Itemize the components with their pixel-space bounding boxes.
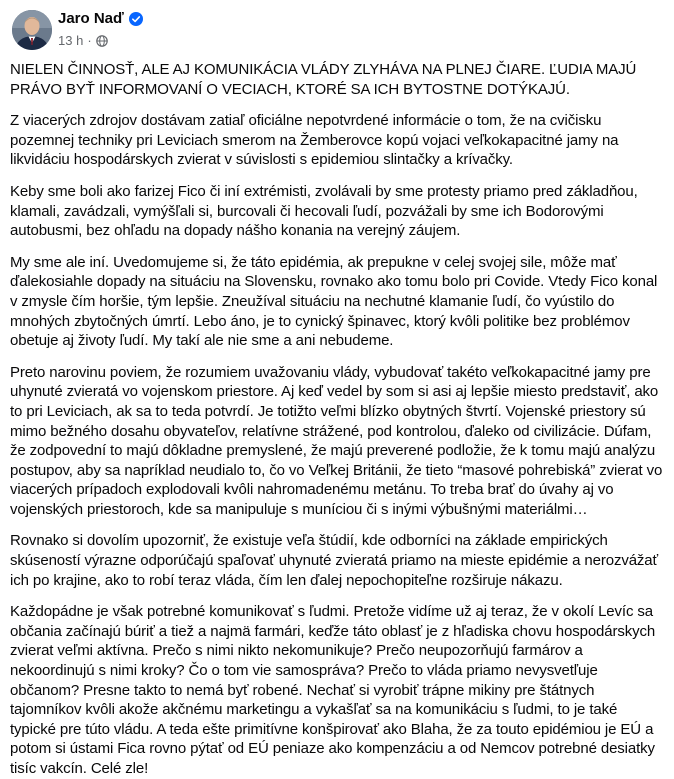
post-body — [10, 60, 663, 779]
post-paragraph-7: Každopádne je však potrebné komunikovať s ľudmi. Pretože vidíme už aj teraz, že v okolí Levíc sa občania začínajú búriť a tiež a najmä farmári, keďže táto oblasť je z hľadiska chovu hospodárskych zvierat veľmi aktívna. Prečo s nimi nikto nekomunikuje? Prečo neupozorňujú farmárov a nekoordinujú s nimi kroky? Čo o tom vie samospráva? Prečo to vláda priamo nevysvetľuje občanom? Presne takto to nemá byť robené. Nechať si vyrobiť trápne mikiny pre štátnych tajomníkov kvôli akože akčnému marketingu a vykašľať sa na komunikáciu s ľudmi, to je také typické pre túto vládu. A teda ešte primitívne konšpirovať ako Blaha, že za touto epidémiou je EÚ a potom si ústami Fica rovno pýtať od EÚ peniaze ako kompenzáciu a od Nemcov potrebné desiatky tisíc vakcín. Celé zle! — [10, 603, 656, 777]
author-avatar[interactable] — [12, 10, 52, 50]
meta-separator: · — [87, 33, 92, 48]
avatar-image — [12, 10, 52, 50]
post-paragraph-6: Rovnako si dovolím upozorniť, že existuje veľa štúdií, kde odborníci na základe empirických skúseností výrazne odporúčajú spaľovať uhynuté zvieratá priamo na mieste epidémie a nerozvážať ich po krajine, ako to robí teraz vláda, čím len ďalej nepochopiteľne rozširuje nákazu. — [10, 532, 659, 589]
post-paragraph-2: Z viacerých zdrojov dostávam zatiaľ oficiálne nepotvrdené informácie o tom, že na cvičisku pozemnej techniky pri Leviciach smerom na Žemberovce kopú vojaci veľkokapacitné jamy na likvidáciu hospodárskych zvierat v súvislosti s epidemiou slintačky a krívačky. — [10, 112, 619, 169]
post-paragraph-3: Keby sme boli ako farizej Fico či iní extrémisti, zvolávali by sme protesty priamo pred základňou, klamali, zavádzali, vymýšľali si, burcovali či hecovali ľudí, pozvážali by sme ich Bodorovými autobusmi, bez ohľadu na dopady nášho konania na verejný záujem. — [10, 182, 638, 240]
post-timestamp[interactable]: 13 h — [58, 33, 84, 48]
post-paragraph-5: Preto narovinu poviem, že rozumiem uvažovaniu vlády, vybudovať takéto veľkokapacitné jamy pre uhynuté zvieratá vo vojenskom priestore. Aj keď vedel by som si asi aj lepšie miesto predstaviť, ako to pri Leviciach, ak sa to teda potvrdí. Je totižto veľmi blízko obytných štvrtí. Vojenské priestory sú mimo bežného dosahu obyvateľov, relatívne strážené, pod kontrolou, ďaleko od civilizácie. Dúfam, že zodpovední to majú dôkladne premyslené, že majú preverené podložie, že k tomu majú analýzu postupov, aby sa napríklad neudialo to, čo vo Veľkej Británii, že tieto “masové pohrebiská” zvierat vo viacerých prípadoch explodovali kvôli nahromadenému metánu. To treba brať do úvahy aj vo vojenských priestoroch, kde sa manipuluje s muníciou či s inými výbušnými materiálmi… — [10, 363, 663, 518]
globe-icon[interactable] — [96, 35, 108, 47]
verified-badge-icon — [129, 12, 143, 26]
author-line — [58, 10, 143, 27]
post-paragraph-1: NIELEN ČINNOSŤ, ALE AJ KOMUNIKÁCIA VLÁDY ZLYHÁVA NA PLNEJ ČIARE. ĽUDIA MAJÚ PRÁVO BYŤ INFORMOVANÍ O VECIACH, KTORÉ SA ICH BYTOSTNE DOTÝKAJÚ. — [10, 61, 637, 98]
author-name[interactable]: Jaro Naď — [58, 10, 124, 27]
post-paragraph-4: My sme ale iní. Uvedomujeme si, že táto epidémia, ak prepukne v celej svojej sile, môže mať ďalekosiahle dopady na situáciu na Slovensku, rovnako ako tomu bolo pri Covide. Vtedy Fico konal v zmysle čím horšie, tým lepšie. Zneužíval situáciu na nechutné klamanie ľudí, čo vyústilo do mnohých zbytočných úmrtí. Lebo áno, je to cynický špinavec, ktorý kvôli politike bez problémov obetuje aj životy ľudí. My takí ale nie sme a ani nebudeme. — [10, 253, 658, 350]
post-meta — [58, 33, 108, 48]
post-header — [10, 0, 663, 56]
